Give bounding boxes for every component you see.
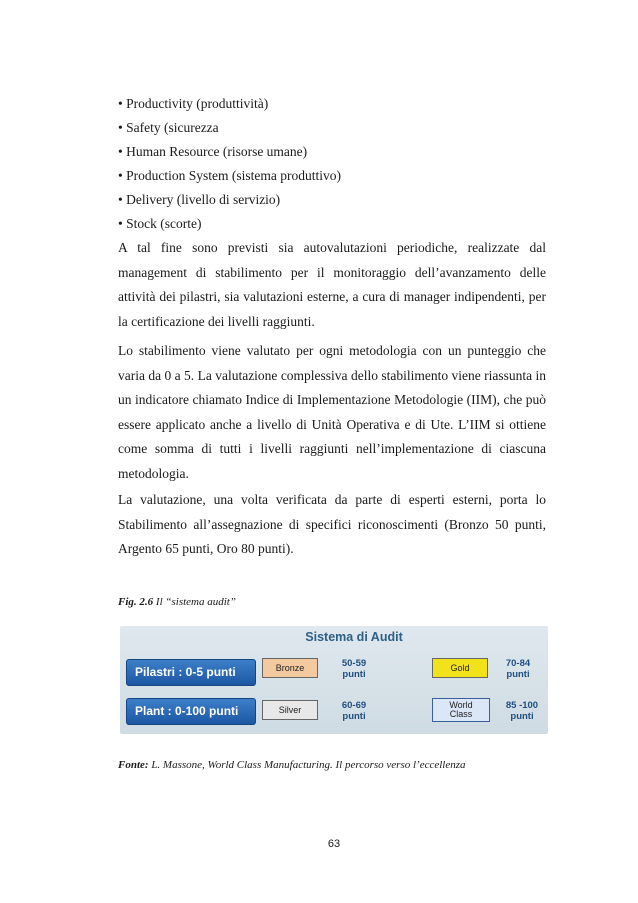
pillars-scale-label: Pilastri : 0-5 punti — [126, 659, 256, 686]
world-class-badge: World Class — [432, 698, 490, 722]
figure-caption-text: Il “sistema audit” — [153, 596, 236, 608]
plant-scale-label: Plant : 0-100 punti — [126, 698, 256, 725]
world-class-range: 85 -100 — [505, 700, 539, 711]
bullet-item: • Productivity (produttività) — [118, 96, 269, 111]
paragraph-self-assessment: A tal fine sono previsti sia autovalutazioni periodiche, realizzate dal management di stabilimento per il monitoraggio dell’avanzamento delle attività dei pilastri, sia valutazioni esterne, a cura di manager indipendenti, per la certificazione dei livelli raggiunti. — [118, 240, 546, 329]
audit-system-figure — [120, 626, 548, 734]
source-label: Fonte: — [118, 759, 149, 771]
bullet-list — [118, 92, 548, 236]
bullet-item: • Safety (sicurezza — [118, 120, 219, 135]
source-text: L. Massone, World Class Manufacturing. Il percorso verso l’eccellenza — [148, 759, 466, 771]
figure-title: Sistema di Audit — [305, 630, 403, 644]
bronze-points — [326, 658, 382, 680]
page-number: 63 — [327, 838, 341, 850]
figure-caption-label: Fig. 2.6 — [118, 596, 154, 608]
gold-range: 70-84 — [505, 658, 531, 669]
silver-points — [326, 700, 382, 722]
silver-range: 60-69 — [341, 700, 367, 711]
world-class-points — [494, 700, 550, 722]
figure-source — [118, 759, 466, 771]
bullet-item: • Human Resource (risorse umane) — [118, 144, 308, 159]
bullet-item: • Production System (sistema produttivo) — [118, 168, 341, 183]
bronze-badge: Bronze — [262, 658, 318, 678]
gold-points — [490, 658, 546, 680]
figure-caption — [118, 596, 236, 608]
paragraph-iim: Lo stabilimento viene valutato per ogni metodologia con un punteggio che varia da 0 a 5. La valutazione complessiva dello stabilimento viene riassunta in un indicatore chiamato Indice di Implementazione Metodologie (IIM), che può essere applicato anche a livello di Unità Operativa e di Ute. L’IIM si ottiene come somma di tutti i livelli raggiunti nell’implementazione di ciascuna metodologia. — [118, 343, 546, 481]
world-class-unit: punti — [510, 711, 534, 722]
silver-badge: Silver — [262, 700, 318, 720]
bronze-unit: punti — [342, 669, 366, 680]
gold-unit: punti — [506, 669, 530, 680]
paragraph-awards: La valutazione, una volta verificata da parte di esperti esterni, porta lo Stabilimento all’assegnazione di specifici riconoscimenti (Bronzo 50 punti, Argento 65 punti, Oro 80 punti). — [118, 492, 546, 557]
gold-badge: Gold — [432, 658, 488, 678]
bullet-item: • Stock (scorte) — [118, 216, 202, 231]
bullet-item: • Delivery (livello di servizio) — [118, 192, 281, 207]
bronze-range: 50-59 — [341, 658, 367, 669]
silver-unit: punti — [342, 711, 366, 722]
